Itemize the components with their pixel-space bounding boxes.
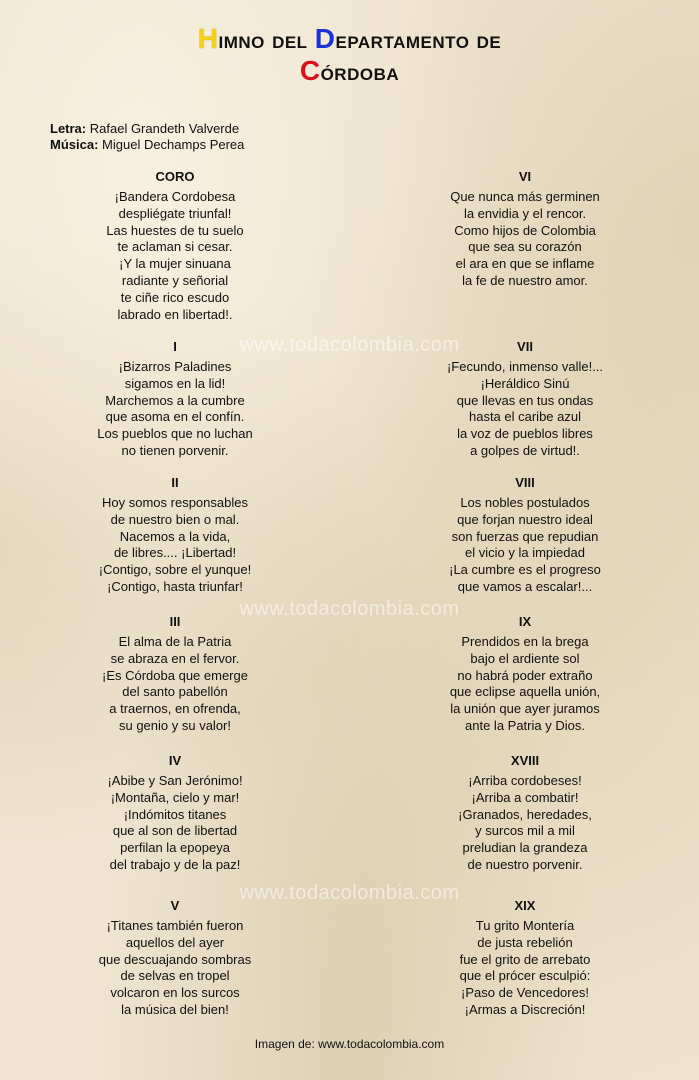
verse-line: y surcos mil a mil	[475, 823, 575, 839]
verse-line: ¡Arriba a combatir!	[471, 789, 579, 805]
stanza-heading: VIII	[515, 475, 535, 490]
verse-line: la música del bien!	[121, 1001, 229, 1017]
verse-line: Marchemos a la cumbre	[105, 392, 245, 408]
verse-line: que eclipse aquella unión,	[449, 684, 601, 700]
verse-line: ¡Fecundo, inmenso valle!...	[446, 359, 604, 374]
image-credit-label: Imagen de:	[254, 1037, 315, 1051]
stanza-left-0	[50, 168, 300, 323]
verse-line: ¡Armas a Discreción!	[464, 1001, 586, 1017]
verse-line: que sea su corazón	[468, 239, 582, 255]
verse-line: de selvas en tropel	[120, 968, 230, 984]
watermark-1: www.todacolombia.com	[239, 334, 460, 356]
title-initial-d: D	[314, 23, 336, 54]
verse-line: no tienen porvenir.	[121, 442, 229, 458]
verse-line: que descuajando sombras	[98, 951, 252, 967]
verse-line: despliégate triunfal!	[118, 205, 232, 221]
stanza-heading: VI	[518, 169, 532, 184]
stanza-heading: IV	[168, 753, 182, 768]
stanza-heading: XVIII	[510, 753, 540, 768]
title-word-departamento-de: epartamento de	[335, 27, 502, 54]
image-credit-url: www.todacolombia.com	[318, 1037, 445, 1051]
stanza-right-3	[400, 613, 650, 735]
verse-line: el ara en que se inflame	[455, 256, 595, 272]
stanza-left-5	[50, 897, 300, 1019]
verse-line: ¡Bizarros Paladines	[118, 359, 232, 374]
verse-line: Los nobles postulados	[460, 495, 590, 510]
verse-line: ¡Paso de Vencedores!	[461, 985, 589, 1001]
verse-line: ¡Contigo, hasta triunfar!	[107, 578, 243, 594]
verse-line: la envidia y el rencor.	[463, 205, 587, 221]
verse-line: la fe de nuestro amor.	[462, 272, 588, 288]
verse-line: ¡Es Córdoba que emerge	[102, 667, 248, 683]
stanza-left-4	[50, 752, 300, 874]
watermark-3: www.todacolombia.com	[239, 882, 460, 904]
verse-line: ¡Abibe y San Jerónimo!	[107, 773, 243, 788]
stanza-left-2	[50, 474, 300, 596]
hymn-title	[0, 24, 699, 88]
verse-line: Tu grito Montería	[475, 918, 575, 933]
verse-line: perfilan la epopeya	[120, 840, 230, 856]
verse-line: de nuestro bien o mal.	[110, 511, 240, 527]
verse-line: volcaron en los surcos	[110, 985, 240, 1001]
verse-line: Nacemos a la vida,	[119, 528, 231, 544]
watermark-2: www.todacolombia.com	[239, 598, 460, 620]
stanza-heading: II	[171, 475, 179, 490]
verse-line: ¡Indómitos titanes	[123, 806, 227, 822]
verse-line: labrado en libertad!.	[117, 306, 233, 322]
title-initial-c: C	[299, 55, 321, 86]
verse-line: que al son de libertad	[112, 823, 238, 839]
stanza-right-4	[400, 752, 650, 874]
verse-line: sigamos en la lid!	[124, 375, 226, 391]
verse-line: ¡Arriba cordobeses!	[468, 773, 582, 788]
stanza-heading: CORO	[155, 169, 195, 184]
stanza-left-3	[50, 613, 300, 735]
verse-line: que el prócer esculpió:	[459, 968, 591, 984]
musica-label: Música:	[50, 137, 99, 152]
title-word-cordoba: órdoba	[320, 59, 400, 86]
verse-line: ¡Granados, heredades,	[458, 806, 592, 822]
title-word-himno-del: imno del	[218, 27, 315, 54]
title-line-2	[0, 56, 699, 88]
verse-line: fue el grito de arrebato	[459, 951, 591, 967]
verse-line: que forjan nuestro ideal	[457, 511, 593, 527]
verse-line: ¡La cumbre es el progreso	[449, 562, 601, 578]
verse-line: que vamos a escalar!...	[457, 578, 593, 594]
letra-label: Letra:	[50, 121, 87, 136]
verse-line: aquellos del ayer	[125, 934, 225, 950]
verse-line: Que nunca más germinen	[450, 189, 600, 204]
verse-line: te aclaman si cesar.	[117, 239, 233, 255]
verse-line: Hoy somos responsables	[102, 495, 248, 510]
verse-line: te ciñe rico escudo	[120, 289, 230, 305]
verse-line: ¡Bandera Cordobesa	[114, 189, 236, 204]
verse-line: a traernos, en ofrenda,	[109, 701, 241, 717]
verse-line: el vicio y la impiedad	[465, 545, 585, 561]
verse-line: ante la Patria y Dios.	[465, 717, 585, 733]
verse-line: ¡Heráldico Sinú	[480, 375, 570, 391]
verse-line: no habrá poder extraño	[457, 667, 593, 683]
verse-line: Prendidos en la brega	[461, 634, 589, 649]
credit-musica	[50, 137, 244, 153]
letra-value: Rafael Grandeth Valverde	[89, 121, 240, 136]
verse-line: ¡Montaña, cielo y mar!	[110, 789, 240, 805]
stanza-right-0	[400, 168, 650, 290]
verse-line: Los pueblos que no luchan	[97, 426, 253, 442]
verse-line: que asoma en el confín.	[105, 409, 245, 425]
verse-line: a golpes de virtud!.	[470, 442, 580, 458]
verse-line: del santo pabellón	[122, 684, 228, 700]
stanza-right-1	[400, 338, 650, 460]
stanza-heading: V	[170, 898, 180, 913]
verse-line: la voz de pueblos libres	[457, 426, 593, 442]
verse-line: preludian la grandeza	[462, 840, 588, 856]
verse-line: Las huestes de tu suelo	[106, 222, 244, 238]
verse-line: El alma de la Patria	[118, 634, 232, 649]
credits	[50, 121, 244, 153]
verse-line: que llevas en tus ondas	[456, 392, 594, 408]
stanza-heading: III	[169, 614, 181, 629]
verse-line: la unión que ayer juramos	[450, 701, 600, 717]
musica-value: Miguel Dechamps Perea	[102, 137, 245, 152]
verse-line: ¡Contigo, sobre el yunque!	[98, 562, 252, 578]
credit-letra	[50, 121, 244, 137]
verse-line: Como hijos de Colombia	[454, 222, 596, 238]
title-line-1	[0, 24, 699, 56]
stanza-heading: I	[173, 339, 177, 354]
verse-line: bajo el ardiente sol	[470, 650, 580, 666]
stanza-right-2	[400, 474, 650, 596]
stanza-left-1	[50, 338, 300, 460]
verse-line: de libres.... ¡Libertad!	[113, 545, 237, 561]
stanza-right-5	[400, 897, 650, 1019]
image-credit	[0, 1037, 699, 1051]
verse-line: son fuerzas que repudian	[451, 528, 599, 544]
verse-line: hasta el caribe azul	[468, 409, 581, 425]
verse-line: de nuestro porvenir.	[467, 856, 583, 872]
verse-line: radiante y señorial	[121, 272, 229, 288]
verse-line: su genio y su valor!	[118, 717, 231, 733]
verse-line: se abraza en el fervor.	[110, 650, 240, 666]
title-initial-h: H	[197, 23, 219, 54]
stanza-heading: XIX	[514, 898, 536, 913]
stanza-heading: VII	[517, 339, 533, 354]
verse-line: ¡Titanes también fueron	[106, 918, 244, 933]
verse-line: del trabajo y de la paz!	[109, 856, 241, 872]
stanza-heading: IX	[518, 614, 532, 629]
verse-line: ¡Y la mujer sinuana	[119, 256, 231, 272]
verse-line: de justa rebelión	[477, 934, 573, 950]
